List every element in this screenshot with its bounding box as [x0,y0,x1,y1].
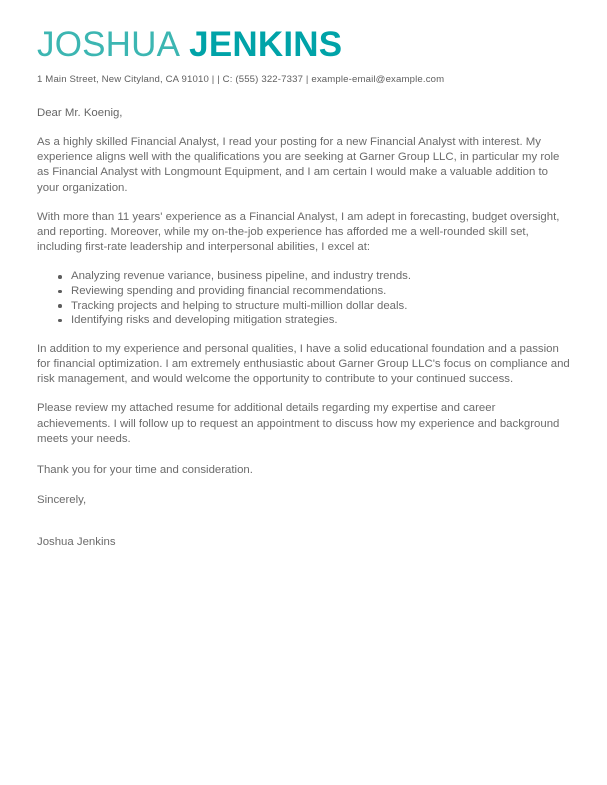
last-name: JENKINS [189,25,343,64]
list-item-label: Analyzing revenue variance, business pipeline, and industry trends. [71,270,412,283]
bullet-dot-icon [58,290,62,294]
paragraph-closing: Please review my attached resume for additional details regarding my expertise and career achievements. I will follow up to request an appointment to discuss how my experience and background meets your needs. [37,402,560,445]
list-item [37,284,571,299]
skills-bullet-list [37,269,571,327]
list-item-label: Reviewing spending and providing financial recommendations. [71,285,387,298]
paragraph-experience: With more than 11 years' experience as a Financial Analyst, I am adept in forecasting, budget oversight, and reporting. Moreover, while my on-the-job experience has afforded me a well-rounded skill set, including first-rate leadership and interpersonal abilities, I excel at: [37,210,560,254]
list-item [37,269,571,284]
list-item-label: Tracking projects and helping to structure multi-million dollar deals. [71,299,408,312]
letter-content [37,26,571,550]
thank-you-line: Thank you for your time and consideration. [37,464,253,477]
paragraph-education: In addition to my experience and personal qualities, I have a solid educational foundation and a passion for financial optimization. I am extremely enthusiastic about Garner Group LLC's focus on compliance and risk management, and would welcome the opportunity to contribute to your continued success. [37,342,570,386]
page-title [37,26,571,64]
list-item [37,313,571,328]
paragraph-intro: As a highly skilled Financial Analyst, I read your posting for a new Financial Analyst with interest. My experience aligns well with the qualifications you are seeking at Garner Group LLC, in particular my role as Financial Analyst with Longmount Equipment, and I am certain I would make a valuable addition to your organization. [37,136,560,194]
bullet-dot-icon [58,304,62,308]
contact-info-line: 1 Main Street, New Cityland, CA 91010 | | C: (555) 322-7337 | example-email@example.com [37,74,445,85]
list-item [37,299,571,314]
sign-off: Sincerely, [37,494,87,507]
first-name: JOSHUA [37,25,181,64]
bullet-dot-icon [58,319,62,323]
salutation: Dear Mr. Koenig, [37,107,123,119]
list-item-label: Identifying risks and developing mitigation strategies. [71,314,338,327]
bullet-dot-icon [58,275,62,279]
signature-name: Joshua Jenkins [37,536,116,549]
